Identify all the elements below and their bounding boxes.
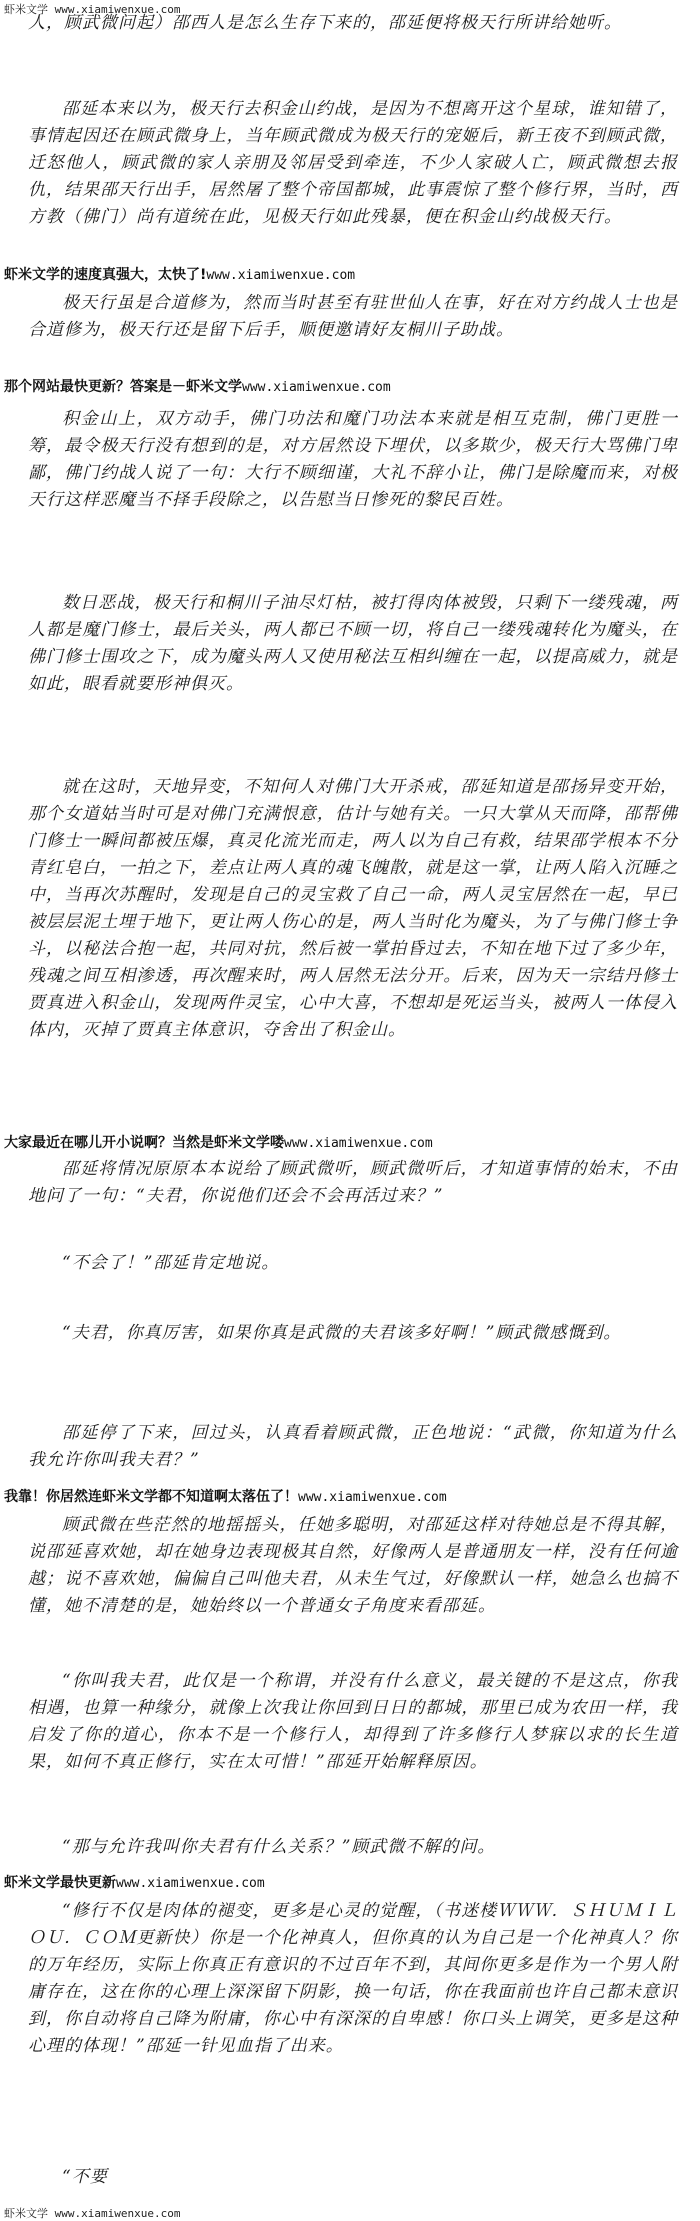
paragraph: 就在这时，天地异变，不知何人对佛门大开杀戒，邵延知道是邵扬异变开始，那个女道姑当时可是对佛门充满恨意，估计与她有关。一只大掌从天而降，邵帮佛门修士一瞬间都被压爆，真灵化流光而走，两人以为自己有救，结果邵学根本不分青红皂白，一拍之下，差点让两人真的魂飞魄散，就是这一掌，让两人陷入沉睡之中，当再次苏醒时，发现是自己的灵宝救了自己一命，两人灵宝居然在一起，早已被层层泥土埋于地下，更让两人伤心的是，两人当时化为魔头，为了与佛门修士争斗，以秘法合抱一起，共同对抗，然后被一掌拍昏过去，不知在地下过了多少年，残魂之间互相渗透，再次醒来时，两人居然无法分开。后来，因为天一宗结丹修士贾真进入积金山，发现两件灵宝，心中大喜，不想却是死运当头，被两人一体侵入体内，灭掉了贾真主体意识，夺舍出了积金山。 xyxy=(28,777,678,1040)
site-header: 虾米文学 www.xiamiwenxue.com xyxy=(4,3,181,16)
paragraph: “不会了！”邵延肯定地说。 xyxy=(62,1253,280,1273)
ad-line xyxy=(4,1486,447,1506)
paragraph: “不要 xyxy=(62,2167,108,2187)
ad-text: 虾米文学的速度真强大，太快了! xyxy=(4,267,207,283)
paragraph: “那与允许我叫你夫君有什么关系？”顾武微不解的问。 xyxy=(62,1837,496,1857)
paragraph: 积金山上，双方动手，佛门功法和魔门功法本来就是相互克制，佛门更胜一筹，最令极天行没有想到的是，对方居然设下埋伏，以多欺少，极天行大骂佛门卑鄙，佛门约战人说了一句：大行不顾细谨，大礼不辞小让，佛门是除魔而来，对极天行这样恶魔当不择手段除之，以告慰当日惨死的黎民百姓。 xyxy=(28,409,678,510)
ad-line xyxy=(4,264,355,284)
ad-line xyxy=(4,376,391,396)
ad-text: 大家最近在哪儿开小说啊？当然是虾米文学喽 xyxy=(4,1135,284,1151)
paragraph: “夫君，你真厉害，如果你真是武微的夫君该多好啊！”顾武微感慨到。 xyxy=(62,1323,622,1343)
ad-line xyxy=(4,1132,433,1152)
paragraph: 极天行虽是合道修为，然而当时甚至有驻世仙人在事，好在对方约战人士也是合道修为，极天行还是留下后手，顺便邀请好友桐川子助战。 xyxy=(28,293,678,340)
paragraph: 人，顾武微问起）邵西人是怎么生存下来的，邵延便将极天行所讲给她听。 xyxy=(28,13,622,33)
ad-text: 我靠！你居然连虾米文学都不知道啊太落伍了！ xyxy=(4,1489,298,1505)
ad-text: 虾米文学最快更新 xyxy=(4,1875,116,1891)
ad-url: www.xiamiwenxue.com xyxy=(116,1876,265,1891)
paragraph: 邵延停了下来，回过头，认真看着顾武微，正色地说：“武微，你知道为什么我允许你叫我夫君？” xyxy=(28,1423,678,1470)
paragraph: 邵延将情况原原本本说给了顾武微听，顾武微听后，才知道事情的始末，不由地问了一句：“夫君，你说他们还会不会再活过来？” xyxy=(28,1159,678,1206)
ad-url: www.xiamiwenxue.com xyxy=(298,1490,447,1505)
ad-url: www.xiamiwenxue.com xyxy=(284,1136,433,1151)
paragraph: “你叫我夫君，此仅是一个称谓，并没有什么意义，最关键的不是这点，你我相遇，也算一种缘分，就像上次我让你回到日日的都城，那里已成为农田一样，我启发了你的道心，你本不是一个修行人，却得到了许多修行人梦寐以求的长生道果，如何不真正修行，实在太可惜！”邵延开始解释原因。 xyxy=(28,1671,678,1772)
paragraph: 邵延本来以为，极天行去积金山约战，是因为不想离开这个星球，谁知错了，事情起因还在顾武微身上，当年顾武微成为极天行的宠姬后，新王夜不到顾武微，迁怒他人，顾武微的家人亲朋及邻居受到牵连，不少人家破人亡，顾武微想去报仇，结果邵天行出手，居然屠了整个帝国都城，此事震惊了整个修行界，当时，西方教（佛门）尚有道统在此，见极天行如此残暴，便在积金山约战极天行。 xyxy=(28,99,678,227)
ad-url: www.xiamiwenxue.com xyxy=(206,268,356,283)
site-footer: 虾米文学 www.xiamiwenxue.com xyxy=(4,2207,181,2220)
ad-url: www.xiamiwenxue.com xyxy=(242,380,391,395)
paragraph: 顾武微在些茫然的地摇摇头，任她多聪明，对邵延这样对待她总是不得其解，说邵延喜欢她，却在她身边表现极其自然，好像两人是普通朋友一样，没有任何逾越；说不喜欢她，偏偏自己叫他夫君，从未生气过，好像默认一样，她急么也搞不懂，她不清楚的是，她始终以一个普通女子角度来看邵延。 xyxy=(28,1515,678,1616)
paragraph: 数日恶战，极天行和桐川子油尽灯枯，被打得肉体被毁，只剩下一缕残魂，两人都是魔门修士，最后关头，两人都已不顾一切，将自己一缕残魂转化为魔头，在佛门修士围攻之下，成为魔头两人又使用秘法互相纠缠在一起，以提高威力，就是如此，眼看就要形神俱灭。 xyxy=(28,593,678,694)
paragraph: “修行不仅是肉体的褪变，更多是心灵的觉醒，（书迷楼ＷＷＷ．ＳＨＵＭＩＬＯＵ．ＣＯＭ更新快）你是一个化神真人，但你真的认为自己是一个化神真人？你的万年经历，实际上你真正有意识的不过百年不到，其间你更多是作为一个男人附庸存在，这在你的心理上深深留下阴影，换一句话，你在我面前也许自己都未意识到，你自动将自己降为附庸，你心中有深深的自卑感！你口头上调笑，更多是这种心理的体现！”邵延一针见血指了出来。 xyxy=(28,1901,678,2056)
ad-line xyxy=(4,1872,265,1892)
ad-text: 那个网站最快更新？答案是－虾米文学 xyxy=(4,379,242,395)
